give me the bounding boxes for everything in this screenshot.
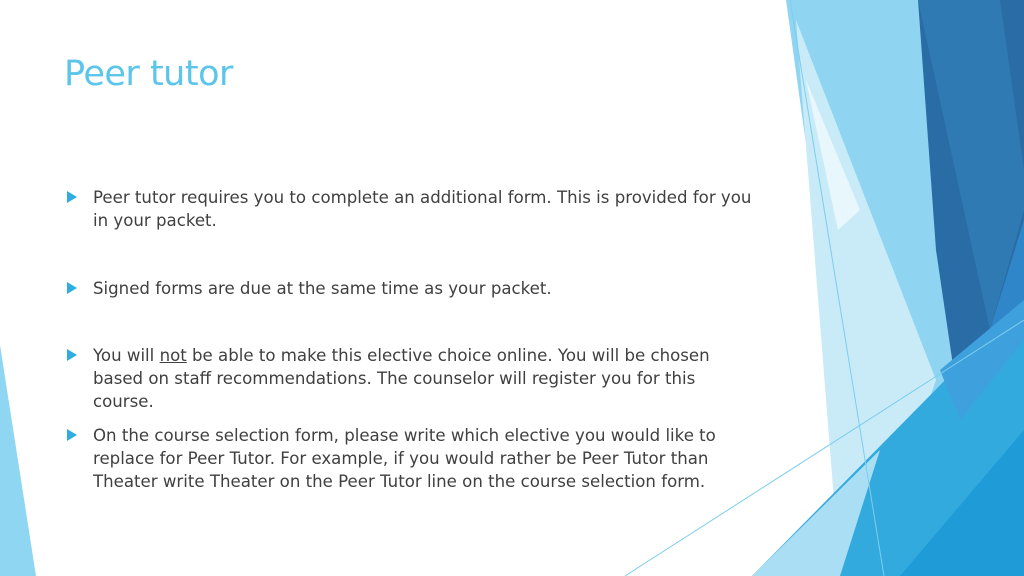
- underlined-emphasis: not: [159, 346, 187, 365]
- bullet-arrow-icon: [67, 282, 77, 294]
- bullet-arrow-icon: [67, 191, 77, 203]
- bullet-item: [64, 344, 754, 413]
- bullet-item: [64, 186, 754, 232]
- bullet-text: Peer tutor requires you to complete an additional form. This is provided for you in your packet.: [93, 188, 752, 230]
- bullet-arrow-icon: [67, 429, 77, 441]
- bullet-item: [64, 277, 754, 300]
- bullet-item: [64, 424, 754, 493]
- bullet-arrow-icon: [67, 349, 77, 361]
- bullet-text: Signed forms are due at the same time as your packet.: [93, 279, 552, 298]
- bullet-text: [93, 344, 754, 413]
- bullet-text-after: be able to make this elective choice online. You will be chosen based on staff recommendations. The counselor will register you for this course.: [93, 346, 710, 411]
- bullet-text: On the course selection form, please write which elective you would like to replace for Peer Tutor. For example, if you would rather be Peer Tutor than Theater write Theater on the Peer Tutor line on the course selection form.: [93, 426, 716, 491]
- bullet-text-before: You will: [93, 346, 160, 365]
- slide-title: Peer tutor: [64, 54, 233, 94]
